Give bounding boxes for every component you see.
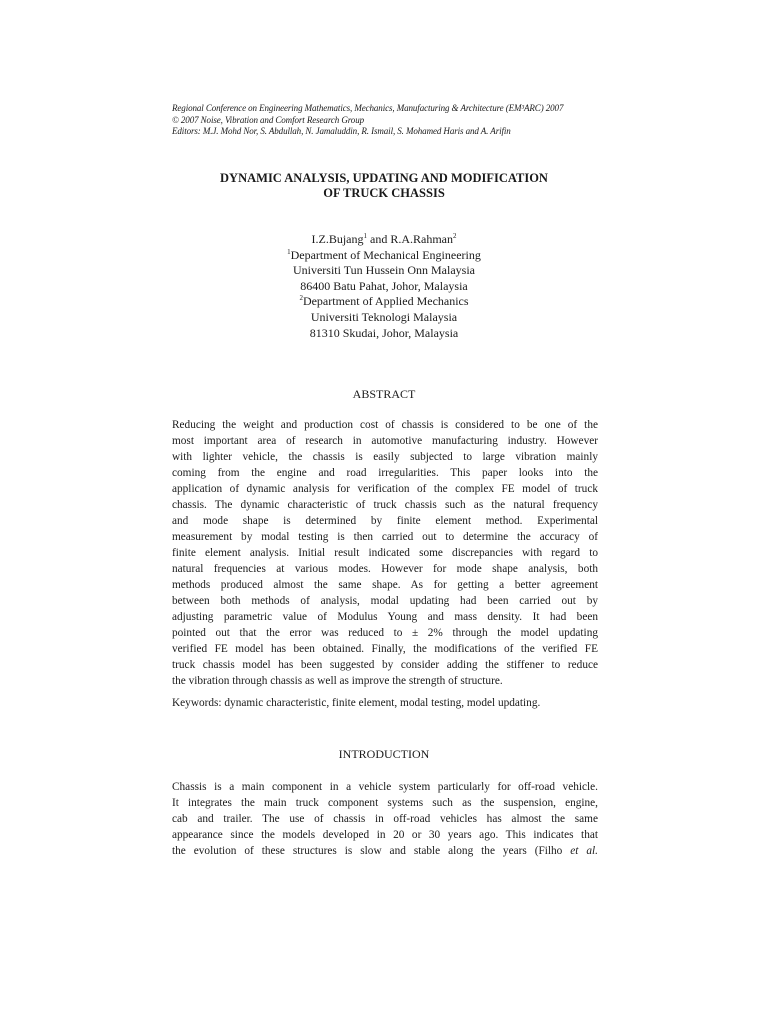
affiliation-2-mark: 2 bbox=[299, 294, 303, 303]
abstract-line: with lighter vehicle, the chassis is easily subjected to large vibration mainly bbox=[172, 451, 598, 463]
author-block bbox=[184, 232, 584, 341]
title-line-1: DYNAMIC ANALYSIS, UPDATING AND MODIFICATION bbox=[220, 171, 548, 185]
abstract-line: pointed out that the error was reduced to ± 2% through the model updating bbox=[172, 627, 598, 639]
abstract-line: adjusting parametric value of Modulus Young and mass density. It had been bbox=[172, 611, 598, 623]
copyright-line: © 2007 Noise, Vibration and Comfort Research Group bbox=[172, 114, 364, 125]
abstract-body bbox=[172, 417, 598, 689]
abstract-heading: ABSTRACT bbox=[352, 387, 416, 401]
keywords-line bbox=[172, 695, 598, 711]
affiliation-1-mark: 1 bbox=[287, 247, 291, 256]
abstract-line: between both methods of analysis, modal updating had been carried out by bbox=[172, 595, 598, 607]
author-2-affiliation-mark: 2 bbox=[453, 232, 457, 240]
author-conjunction: and bbox=[367, 232, 391, 246]
introduction-heading: INTRODUCTION bbox=[338, 747, 430, 761]
affiliation-1-address: 86400 Batu Pahat, Johor, Malaysia bbox=[300, 278, 468, 293]
keywords-text: Keywords: dynamic characteristic, finite element, modal testing, model updating. bbox=[172, 697, 541, 709]
author-1: I.Z.Bujang bbox=[311, 232, 364, 246]
citation-et-al: et al. bbox=[570, 845, 598, 857]
abstract-line: Reducing the weight and production cost of chassis is considered to be one of the bbox=[172, 419, 598, 431]
author-names bbox=[184, 232, 584, 248]
affiliation-1-university: Universiti Tun Hussein Onn Malaysia bbox=[292, 263, 475, 278]
abstract-line: methods produced almost the same shape. As for getting a better agreement bbox=[172, 579, 598, 591]
affiliation-1-department-text: Department of Mechanical Engineering bbox=[290, 247, 481, 262]
conference-name: Regional Conference on Engineering Mathematics, Mechanics, Manufacturing & Architecture (EM³ARC) 2007 bbox=[172, 103, 564, 113]
introduction-body bbox=[172, 779, 598, 859]
abstract-line: truck chassis model has been suggested by consider adding the stiffener to reduce bbox=[172, 659, 598, 671]
abstract-line: chassis. The dynamic characteristic of truck chassis such as the natural frequency bbox=[172, 499, 598, 511]
introduction-line-last bbox=[172, 843, 598, 859]
affiliation-1-department bbox=[184, 248, 584, 264]
author-1-affiliation-mark: 1 bbox=[363, 232, 367, 240]
paper-title bbox=[150, 171, 618, 201]
abstract-line: most important area of research in automotive manufacturing industry. However bbox=[172, 435, 598, 447]
abstract-line: and mode shape is determined by finite element method. Experimental bbox=[172, 515, 598, 527]
introduction-last-text: the evolution of these structures is slow and stable along the years (Filho bbox=[172, 845, 571, 857]
introduction-line: Chassis is a main component in a vehicle system particularly for off-road vehicle. bbox=[172, 781, 598, 793]
abstract-line: natural frequencies at various modes. However for mode shape analysis, both bbox=[172, 563, 598, 575]
abstract-line: finite element analysis. Initial result indicated some discrepancies with regard to bbox=[172, 547, 598, 559]
introduction-line: cab and trailer. The use of chassis in off-road vehicles has almost the same bbox=[172, 813, 598, 825]
conference-header bbox=[172, 103, 612, 138]
affiliation-2-university: Universiti Teknologi Malaysia bbox=[310, 309, 458, 324]
affiliation-2-department bbox=[184, 294, 584, 310]
affiliation-2-department-text: Department of Applied Mechanics bbox=[302, 294, 469, 309]
abstract-line: the vibration through chassis as well as improve the strength of structure. bbox=[172, 675, 503, 687]
editors-line: Editors: M.J. Mohd Nor, S. Abdullah, N. Jamaluddin, R. Ismail, S. Mohamed Haris and A. Arifin bbox=[172, 126, 511, 136]
abstract-line: coming from the engine and road irregularities. This paper looks into the bbox=[172, 467, 598, 479]
abstract-line: application of dynamic analysis for verification of the complex FE model of truck bbox=[172, 483, 598, 495]
introduction-line: appearance since the models developed in 20 or 30 years ago. This indicates that bbox=[172, 829, 598, 841]
introduction-line: It integrates the main truck component systems such as the suspension, engine, bbox=[172, 797, 598, 809]
abstract-line: measurement by modal testing is then carried out to determine the accuracy of bbox=[172, 531, 598, 543]
author-2: R.A.Rahman bbox=[390, 232, 453, 246]
title-line-2: OF TRUCK CHASSIS bbox=[323, 186, 445, 200]
abstract-line: verified FE model has been obtained. Finally, the modifications of the verified FE bbox=[172, 643, 598, 655]
affiliation-2-address: 81310 Skudai, Johor, Malaysia bbox=[309, 325, 459, 340]
